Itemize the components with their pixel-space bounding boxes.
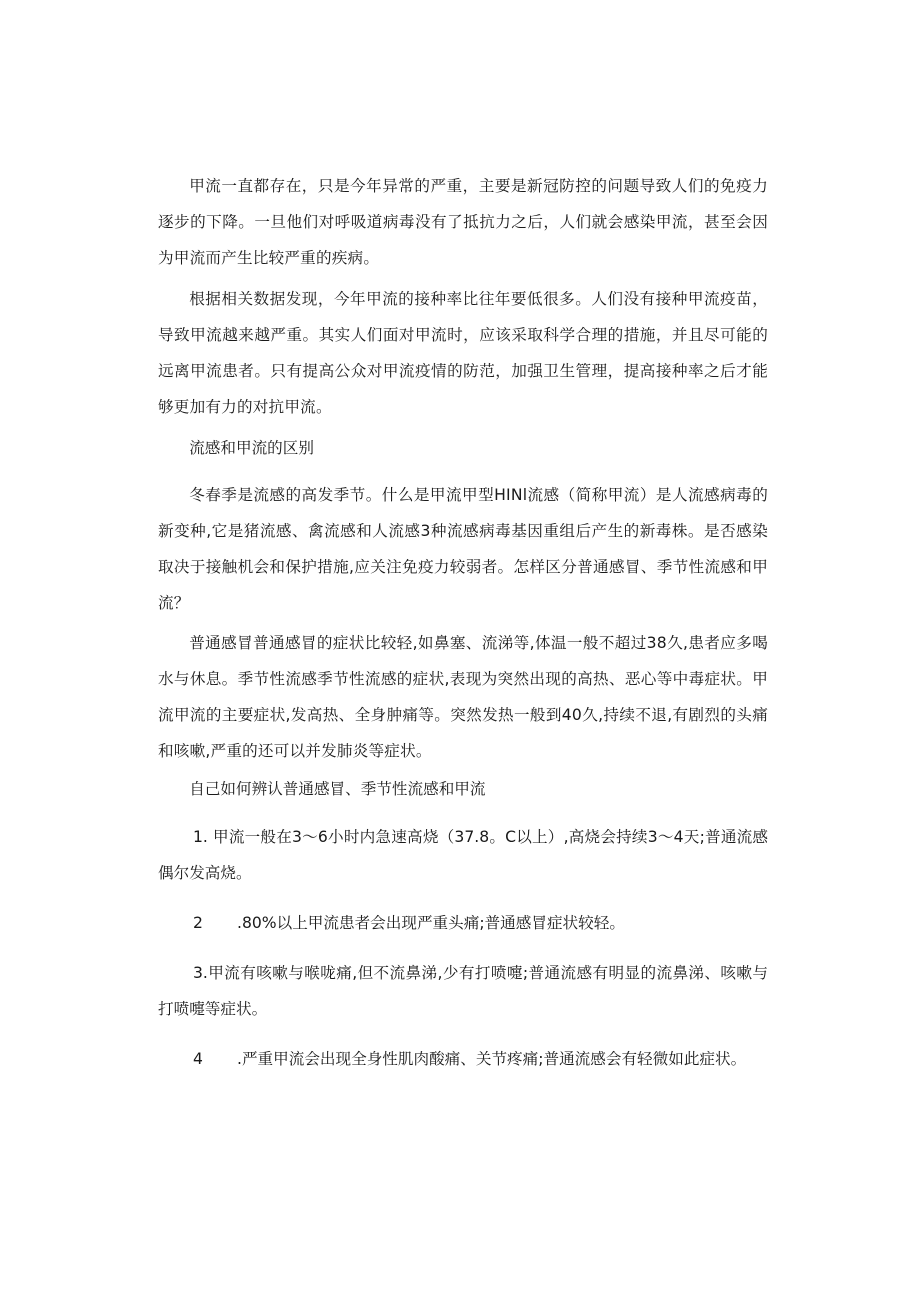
heading-identify: 自己如何辨认普通感冒、季节性流感和甲流 xyxy=(189,780,486,798)
list-number: 4 xyxy=(193,1050,203,1068)
paragraph-season: 冬春季是流感的高发季节。什么是甲流甲型HINl流感（简称甲流）是人流感病毒的新变种,它是猪流感、禽流感和人流感3种流感病毒基因重组后产生的新毒株。是否感染取决于接触机会和保护措施,应关注免疫力较弱者。怎样区分普通感冒、季节性流感和甲流？ xyxy=(158,486,768,612)
list-item-2 xyxy=(158,905,768,941)
list-item-4 xyxy=(158,1041,768,1077)
list-number: 2 xyxy=(193,914,203,932)
paragraph-vaccination: 根据相关数据发现，今年甲流的接种率比往年要低很多。人们没有接种甲流疫苗，导致甲流越来越严重。其实人们面对甲流时，应该采取科学合理的措施，并且尽可能的远离甲流患者。只有提高公众对甲流疫情的防范，加强卫生管理，提高接种率之后才能够更加有力的对抗甲流。 xyxy=(158,290,768,416)
paragraph-symptoms: 普通感冒普通感冒的症状比较轻,如鼻塞、流涕等,体温一般不超过38久,患者应多喝水与休息。季节性流感季节性流感的症状,表现为突然出现的高热、恶心等中毒症状。甲流甲流的主要症状,发高热、全身肿痛等。突然发热一般到40久,持续不退,有剧烈的头痛和咳嗽,严重的还可以并发肺炎等症状。 xyxy=(158,634,768,760)
list-text: .严重甲流会出现全身性肌肉酸痛、关节疼痛;普通流感会有轻微如此症状。 xyxy=(237,1050,747,1068)
list-text: .80%以上甲流患者会出现严重头痛;普通感冒症状较轻。 xyxy=(237,914,625,932)
list-item-3 xyxy=(158,955,768,1027)
list-number: 3 xyxy=(193,964,203,982)
list-text: .甲流有咳嗽与喉咙痛,但不流鼻涕,少有打喷嚏;普通流感有明显的流鼻涕、咳嗽与打喷嚏等症状。 xyxy=(158,964,768,1018)
list-item-1 xyxy=(158,819,768,891)
list-text: . 甲流一般在3～6小时内急速高烧（37.8。C以上）,高烧会持续3～4天;普通流感偶尔发高烧。 xyxy=(158,828,768,882)
paragraph-intro: 甲流一直都存在，只是今年异常的严重，主要是新冠防控的问题导致人们的免疫力逐步的下降。一旦他们对呼吸道病毒没有了抵抗力之后，人们就会感染甲流，甚至会因为甲流而产生比较严重的疾病。 xyxy=(158,177,768,267)
list-number: 1 xyxy=(193,828,203,846)
heading-difference: 流感和甲流的区别 xyxy=(189,439,314,457)
